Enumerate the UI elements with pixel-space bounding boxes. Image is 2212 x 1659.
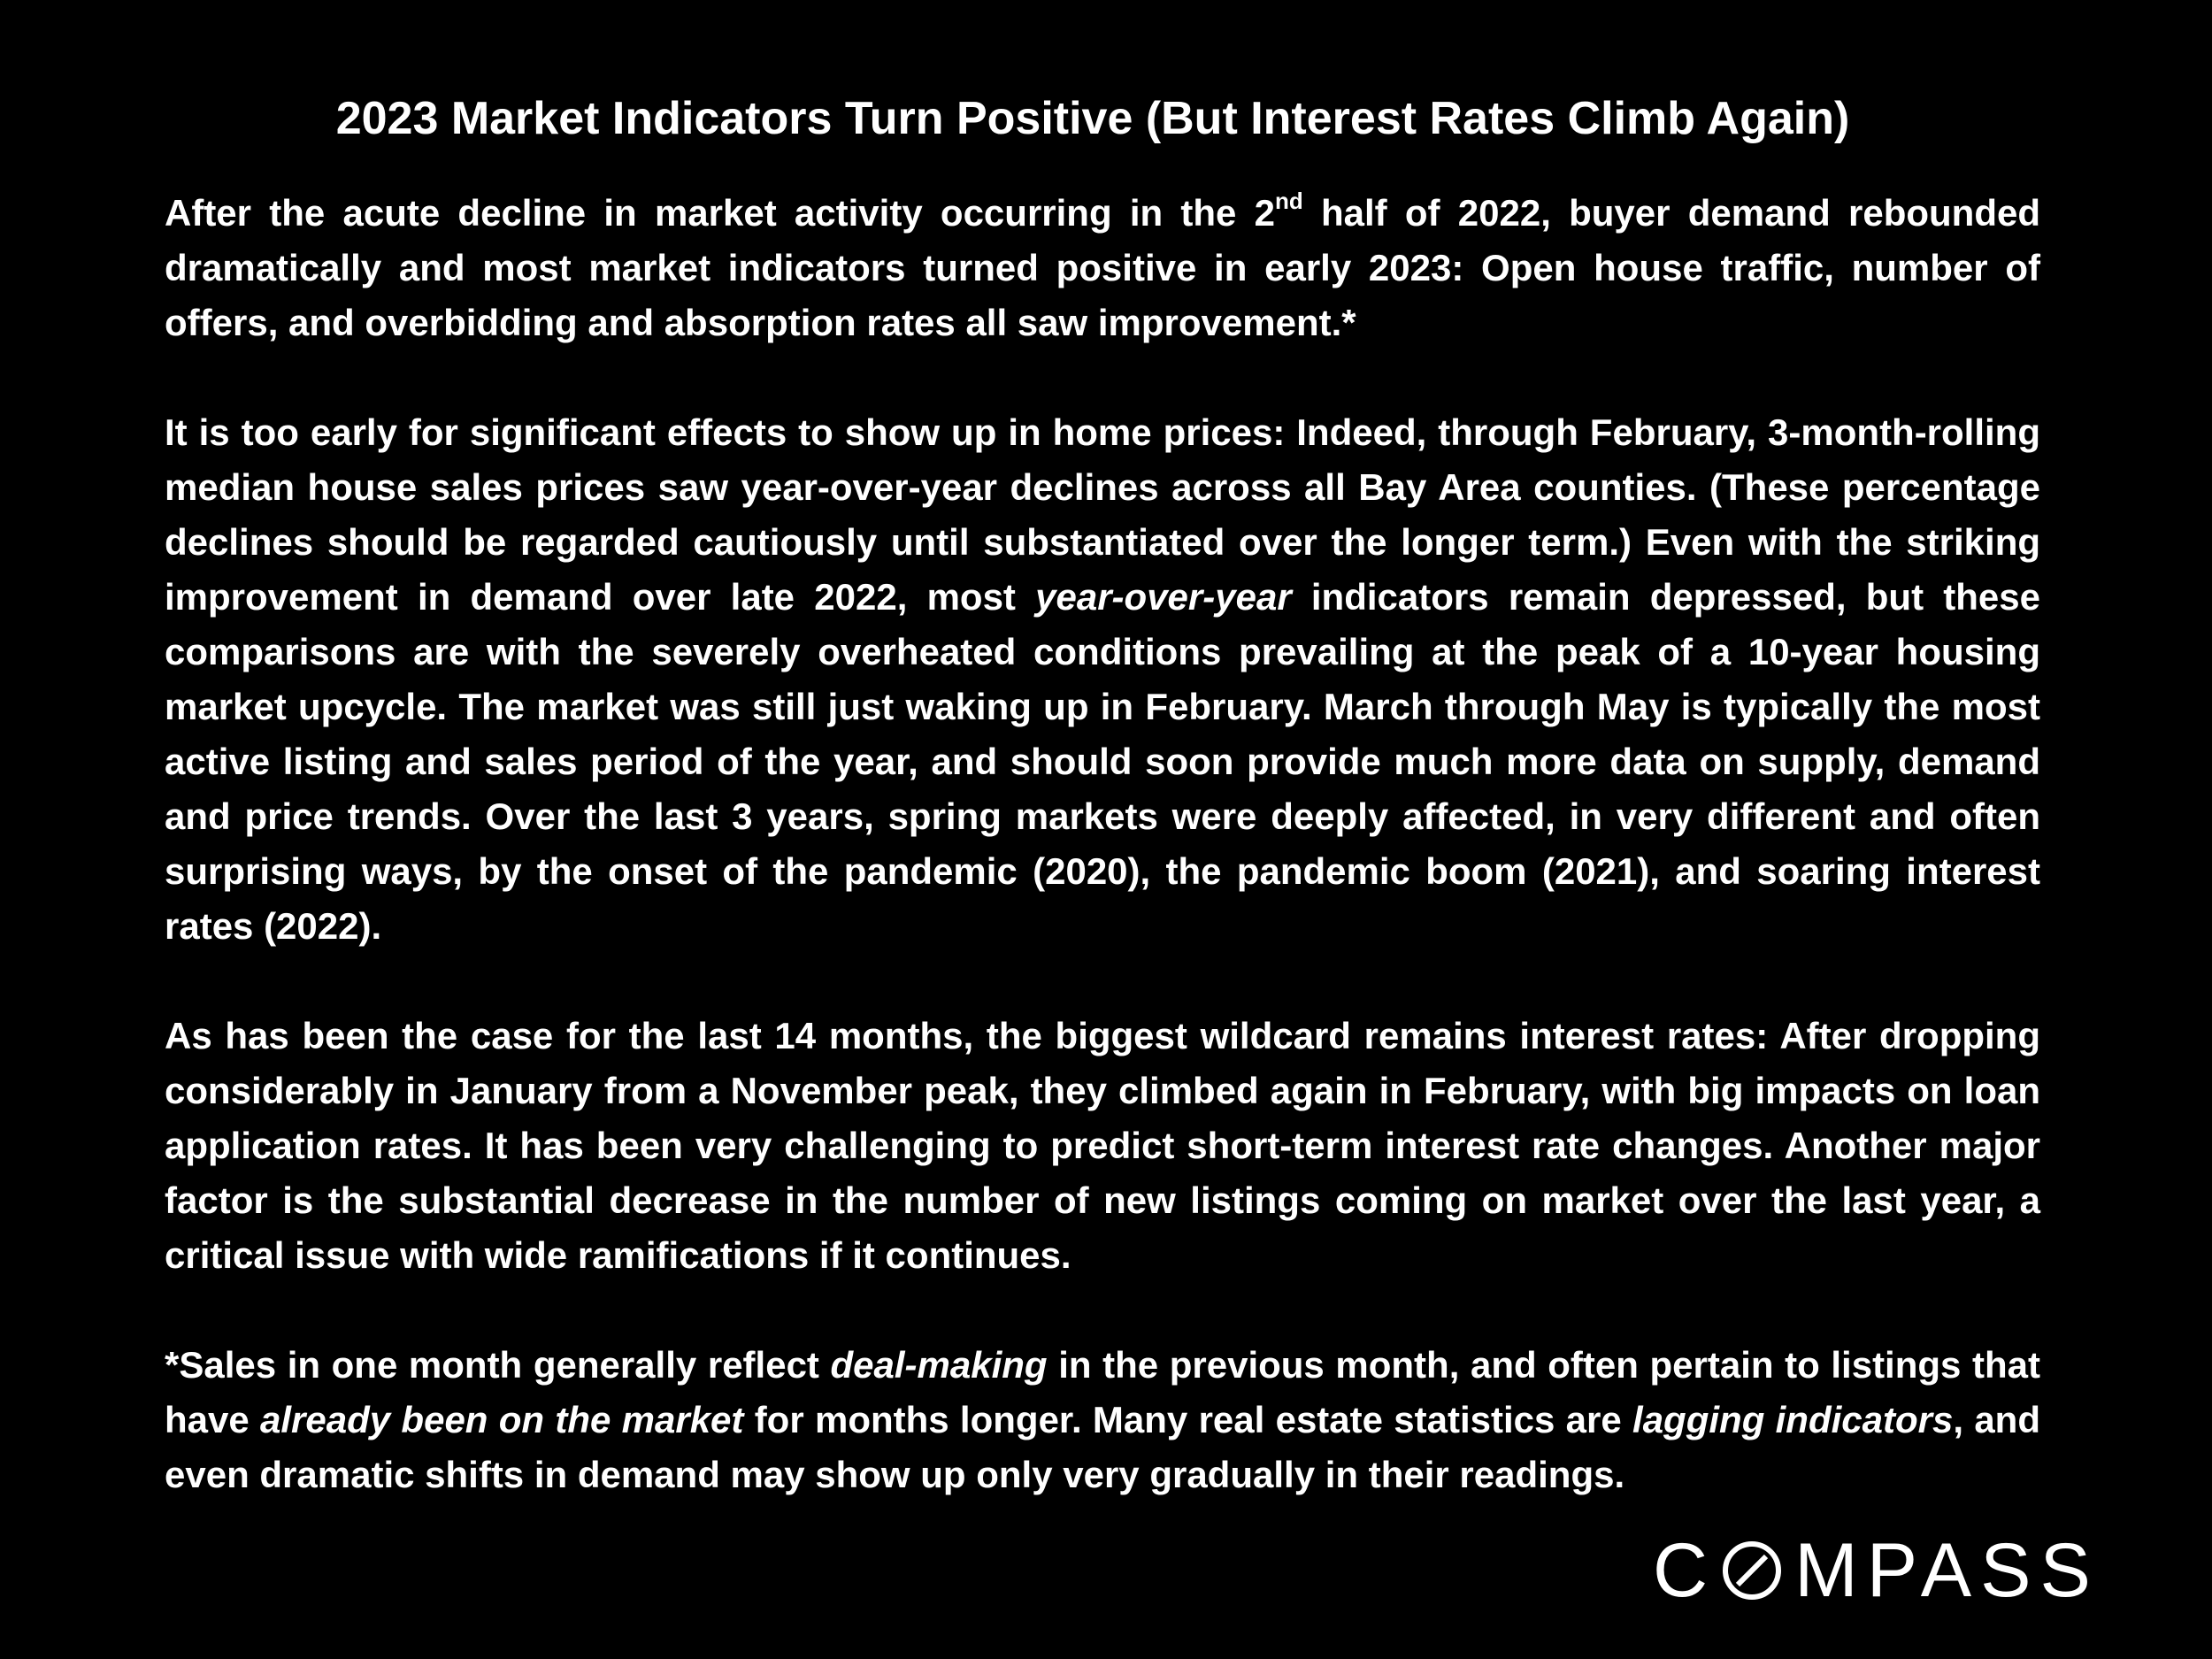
paragraph-market-activity bbox=[165, 186, 2040, 350]
page-title: 2023 Market Indicators Turn Positive (But Interest Rates Climb Again) bbox=[335, 93, 1850, 144]
logo-letters-mpass: MPASS bbox=[1794, 1527, 2100, 1613]
logo-letter-c: C bbox=[1653, 1527, 1717, 1613]
emphasis-text: year-over-year bbox=[1035, 576, 1292, 618]
footnote-text: , and even dramatic shifts in demand may show up only very gradually in their readings. bbox=[165, 1399, 2040, 1495]
emphasis-text: deal-making bbox=[830, 1344, 1048, 1386]
paragraph-home-prices bbox=[165, 405, 2040, 954]
emphasis-text: already been on the market bbox=[260, 1399, 744, 1440]
emphasis-text: lagging indicators bbox=[1632, 1399, 1954, 1440]
paragraph-text: indicators remain depressed, but these comparisons are with the severely overheated conditions prevailing at the peak of a 10-year housing market upcycle. The market was still just waking up in February. March through May is typically the most active listing and sales period of the year, and should soon provide much more data on supply, demand and price trends. Over the last 3 years, spring markets were deeply affected, in very different and often surprising ways, by the onset of the pandemic (2020), the pandemic boom (2021), and soaring interest rates (2022). bbox=[165, 576, 2040, 947]
footnote-text: in the previous month, and often pertain to listings that have bbox=[165, 1344, 2040, 1440]
footnote bbox=[165, 1338, 2040, 1502]
superscript-ordinal: nd bbox=[1275, 188, 1303, 214]
paragraph-text: half of 2022, buyer demand rebounded dramatically and most market indicators turned positive in early 2023: Open house traffic, number of offers, and overbidding and absorption rates all saw improvement.* bbox=[165, 192, 2040, 343]
compass-o-icon bbox=[1720, 1539, 1784, 1602]
paragraph-text: After the acute decline in market activity occurring in the 2 bbox=[165, 192, 1275, 234]
paragraph-interest-rates: As has been the case for the last 14 months, the biggest wildcard remains interest rates: After dropping considerably in January from a November peak, they climbed again in February, with big impacts on loan application rates. It has been very challenging to predict short-term interest rate changes. Another major factor is the substantial decrease in the number of new listings coming on market over the last year, a critical issue with wide ramifications if it continues. bbox=[165, 1015, 2040, 1276]
compass-logo bbox=[1653, 1527, 2100, 1613]
body-text bbox=[165, 186, 2040, 1502]
paragraph-text: It is too early for significant effects to show up in home prices: Indeed, through February, 3-month-rolling median house sales prices saw year-over-year declines across all Bay Area counties. (These percentage declines should be regarded cautiously until substantiated over the longer term.) Even with the striking improvement in demand over late 2022, most bbox=[165, 411, 2040, 618]
footnote-text: for months longer. Many real estate statistics are bbox=[743, 1399, 1633, 1440]
footnote-text: *Sales in one month generally reflect bbox=[165, 1344, 831, 1386]
